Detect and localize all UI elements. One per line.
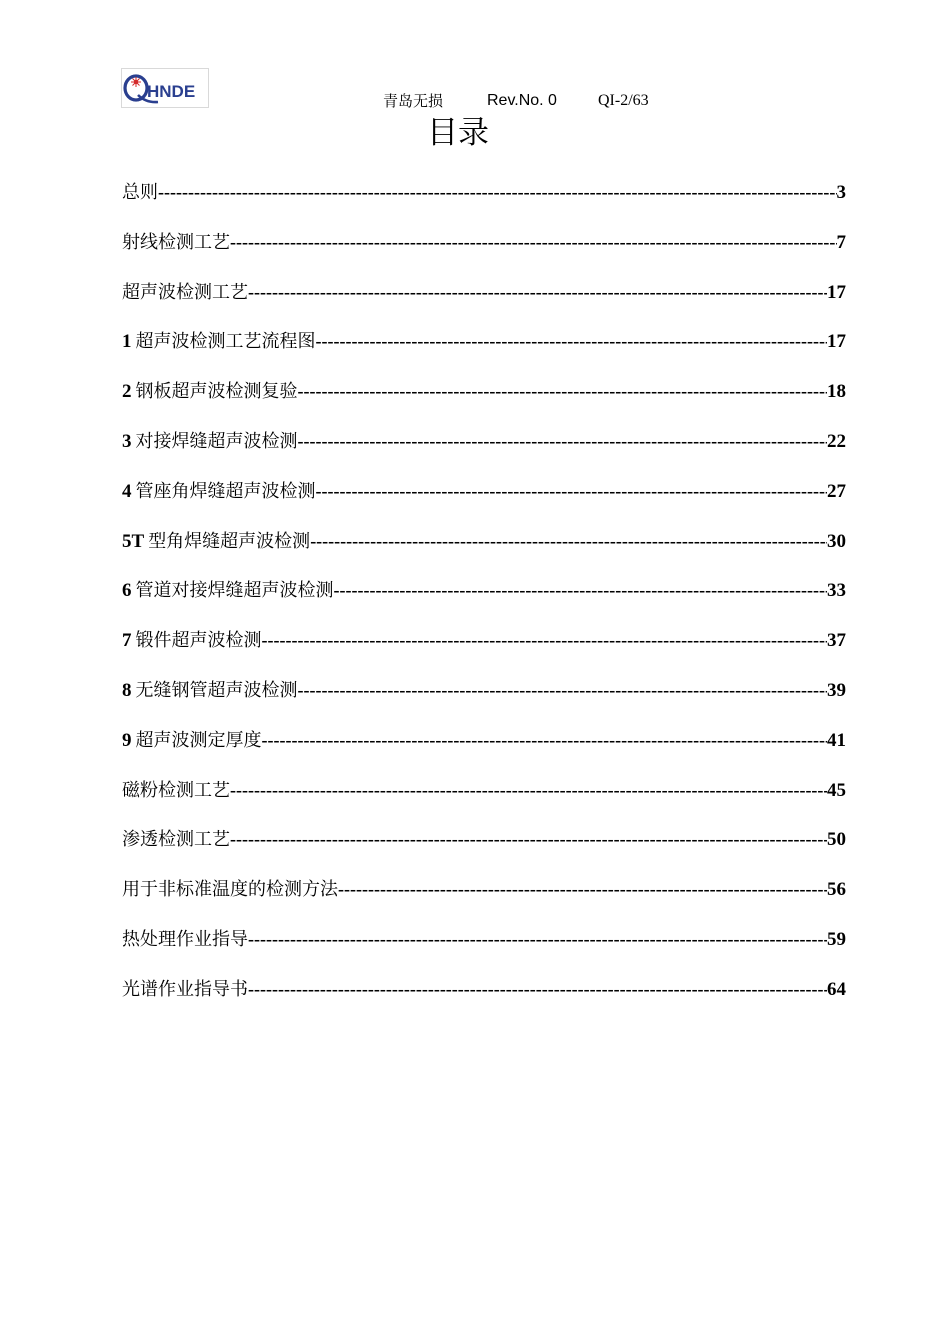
toc-entry-title: 渗透检测工艺 xyxy=(122,829,230,851)
toc-entry-number: 3 xyxy=(122,430,132,452)
toc-entry-number: 4 xyxy=(122,480,132,502)
toc-dot-leader xyxy=(230,823,827,855)
toc-dot-leader xyxy=(316,475,828,507)
toc-entry[interactable] xyxy=(122,525,846,575)
logo-text: HNDE xyxy=(147,82,196,101)
toc-entry[interactable] xyxy=(122,325,846,375)
toc-entry[interactable] xyxy=(122,823,846,873)
toc-entry-page: 30 xyxy=(827,530,846,552)
header-company: 青岛无损 xyxy=(383,92,444,110)
page-header xyxy=(0,90,950,112)
toc-entry-page: 56 xyxy=(827,879,846,901)
toc-entry-number: 8 xyxy=(122,679,132,701)
toc-entry[interactable] xyxy=(122,425,846,475)
toc-dot-leader xyxy=(248,973,827,1005)
toc-entry-page: 37 xyxy=(827,630,846,652)
toc-entry[interactable] xyxy=(122,624,846,674)
toc-entry[interactable] xyxy=(122,973,846,1023)
toc-entry-page: 39 xyxy=(827,679,846,701)
toc-dot-leader xyxy=(298,674,828,706)
toc-entry[interactable] xyxy=(122,873,846,923)
toc-entry-number: 1 xyxy=(122,331,132,353)
header-revision: Rev.No. 0 xyxy=(487,92,557,109)
toc-entry-title: 用于非标准温度的检测方法 xyxy=(122,879,338,901)
toc-entry[interactable] xyxy=(122,724,846,774)
toc-dot-leader xyxy=(262,724,828,756)
toc-entry-number: 7 xyxy=(122,630,132,652)
toc-dot-leader xyxy=(334,574,828,606)
toc-dot-leader xyxy=(298,375,828,407)
toc-entry-page: 22 xyxy=(827,430,846,452)
toc-entry-title: 超声波检测工艺流程图 xyxy=(135,331,316,353)
toc-entry-number: 5T xyxy=(122,530,145,552)
toc-entry-title: 射线检测工艺 xyxy=(122,231,230,253)
toc-dot-leader xyxy=(230,226,837,258)
toc-entry-title: 总则 xyxy=(122,182,158,203)
toc-entry-page: 59 xyxy=(827,928,846,950)
table-of-contents xyxy=(122,176,846,1023)
toc-entry-title: 钢板超声波检测复验 xyxy=(135,381,298,403)
toc-dot-leader xyxy=(158,176,837,208)
toc-entry-page: 3 xyxy=(836,182,846,203)
toc-entry-page: 41 xyxy=(827,729,846,751)
toc-entry[interactable] xyxy=(122,774,846,824)
toc-entry-number: 6 xyxy=(122,580,132,602)
toc-entry-page: 18 xyxy=(827,381,846,403)
toc-entry[interactable] xyxy=(122,674,846,724)
toc-entry-number: 2 xyxy=(122,381,132,403)
toc-entry-title: 超声波测定厚度 xyxy=(135,729,262,751)
toc-entry-title: 型角焊缝超声波检测 xyxy=(148,530,311,552)
toc-entry-title: 光谱作业指导书 xyxy=(122,978,248,1000)
toc-entry-title: 对接焊缝超声波检测 xyxy=(135,430,298,452)
toc-entry-page: 17 xyxy=(827,281,846,303)
toc-entry-title: 管座角焊缝超声波检测 xyxy=(135,480,316,502)
toc-entry-title: 无缝钢管超声波检测 xyxy=(135,679,298,701)
toc-entry-page: 45 xyxy=(827,779,846,801)
toc-entry[interactable] xyxy=(122,574,846,624)
toc-dot-leader xyxy=(316,325,828,357)
toc-dot-leader xyxy=(338,873,827,905)
toc-dot-leader xyxy=(262,624,828,656)
toc-entry[interactable] xyxy=(122,923,846,973)
toc-entry[interactable] xyxy=(122,176,846,226)
page-title: 目录 xyxy=(427,115,489,151)
toc-entry[interactable] xyxy=(122,375,846,425)
toc-entry-page: 33 xyxy=(827,580,846,602)
toc-entry[interactable] xyxy=(122,475,846,525)
toc-entry-page: 17 xyxy=(827,331,846,353)
toc-entry-title: 锻件超声波检测 xyxy=(135,630,262,652)
toc-dot-leader xyxy=(248,276,827,308)
toc-entry-number: 9 xyxy=(122,729,132,751)
toc-entry-page: 7 xyxy=(836,231,846,253)
toc-entry[interactable] xyxy=(122,226,846,276)
toc-entry-title: 热处理作业指导 xyxy=(122,928,248,950)
toc-entry-page: 50 xyxy=(827,829,846,851)
toc-entry-page: 64 xyxy=(827,978,846,1000)
toc-entry-title: 磁粉检测工艺 xyxy=(122,779,230,801)
toc-entry-page: 27 xyxy=(827,480,846,502)
header-document-number: QI-2/63 xyxy=(598,92,649,109)
toc-entry-title: 超声波检测工艺 xyxy=(122,281,248,303)
toc-entry[interactable] xyxy=(122,276,846,326)
toc-entry-title: 管道对接焊缝超声波检测 xyxy=(135,580,334,602)
toc-dot-leader xyxy=(230,774,827,806)
toc-dot-leader xyxy=(248,923,827,955)
toc-dot-leader xyxy=(298,425,828,457)
toc-dot-leader xyxy=(310,525,827,557)
